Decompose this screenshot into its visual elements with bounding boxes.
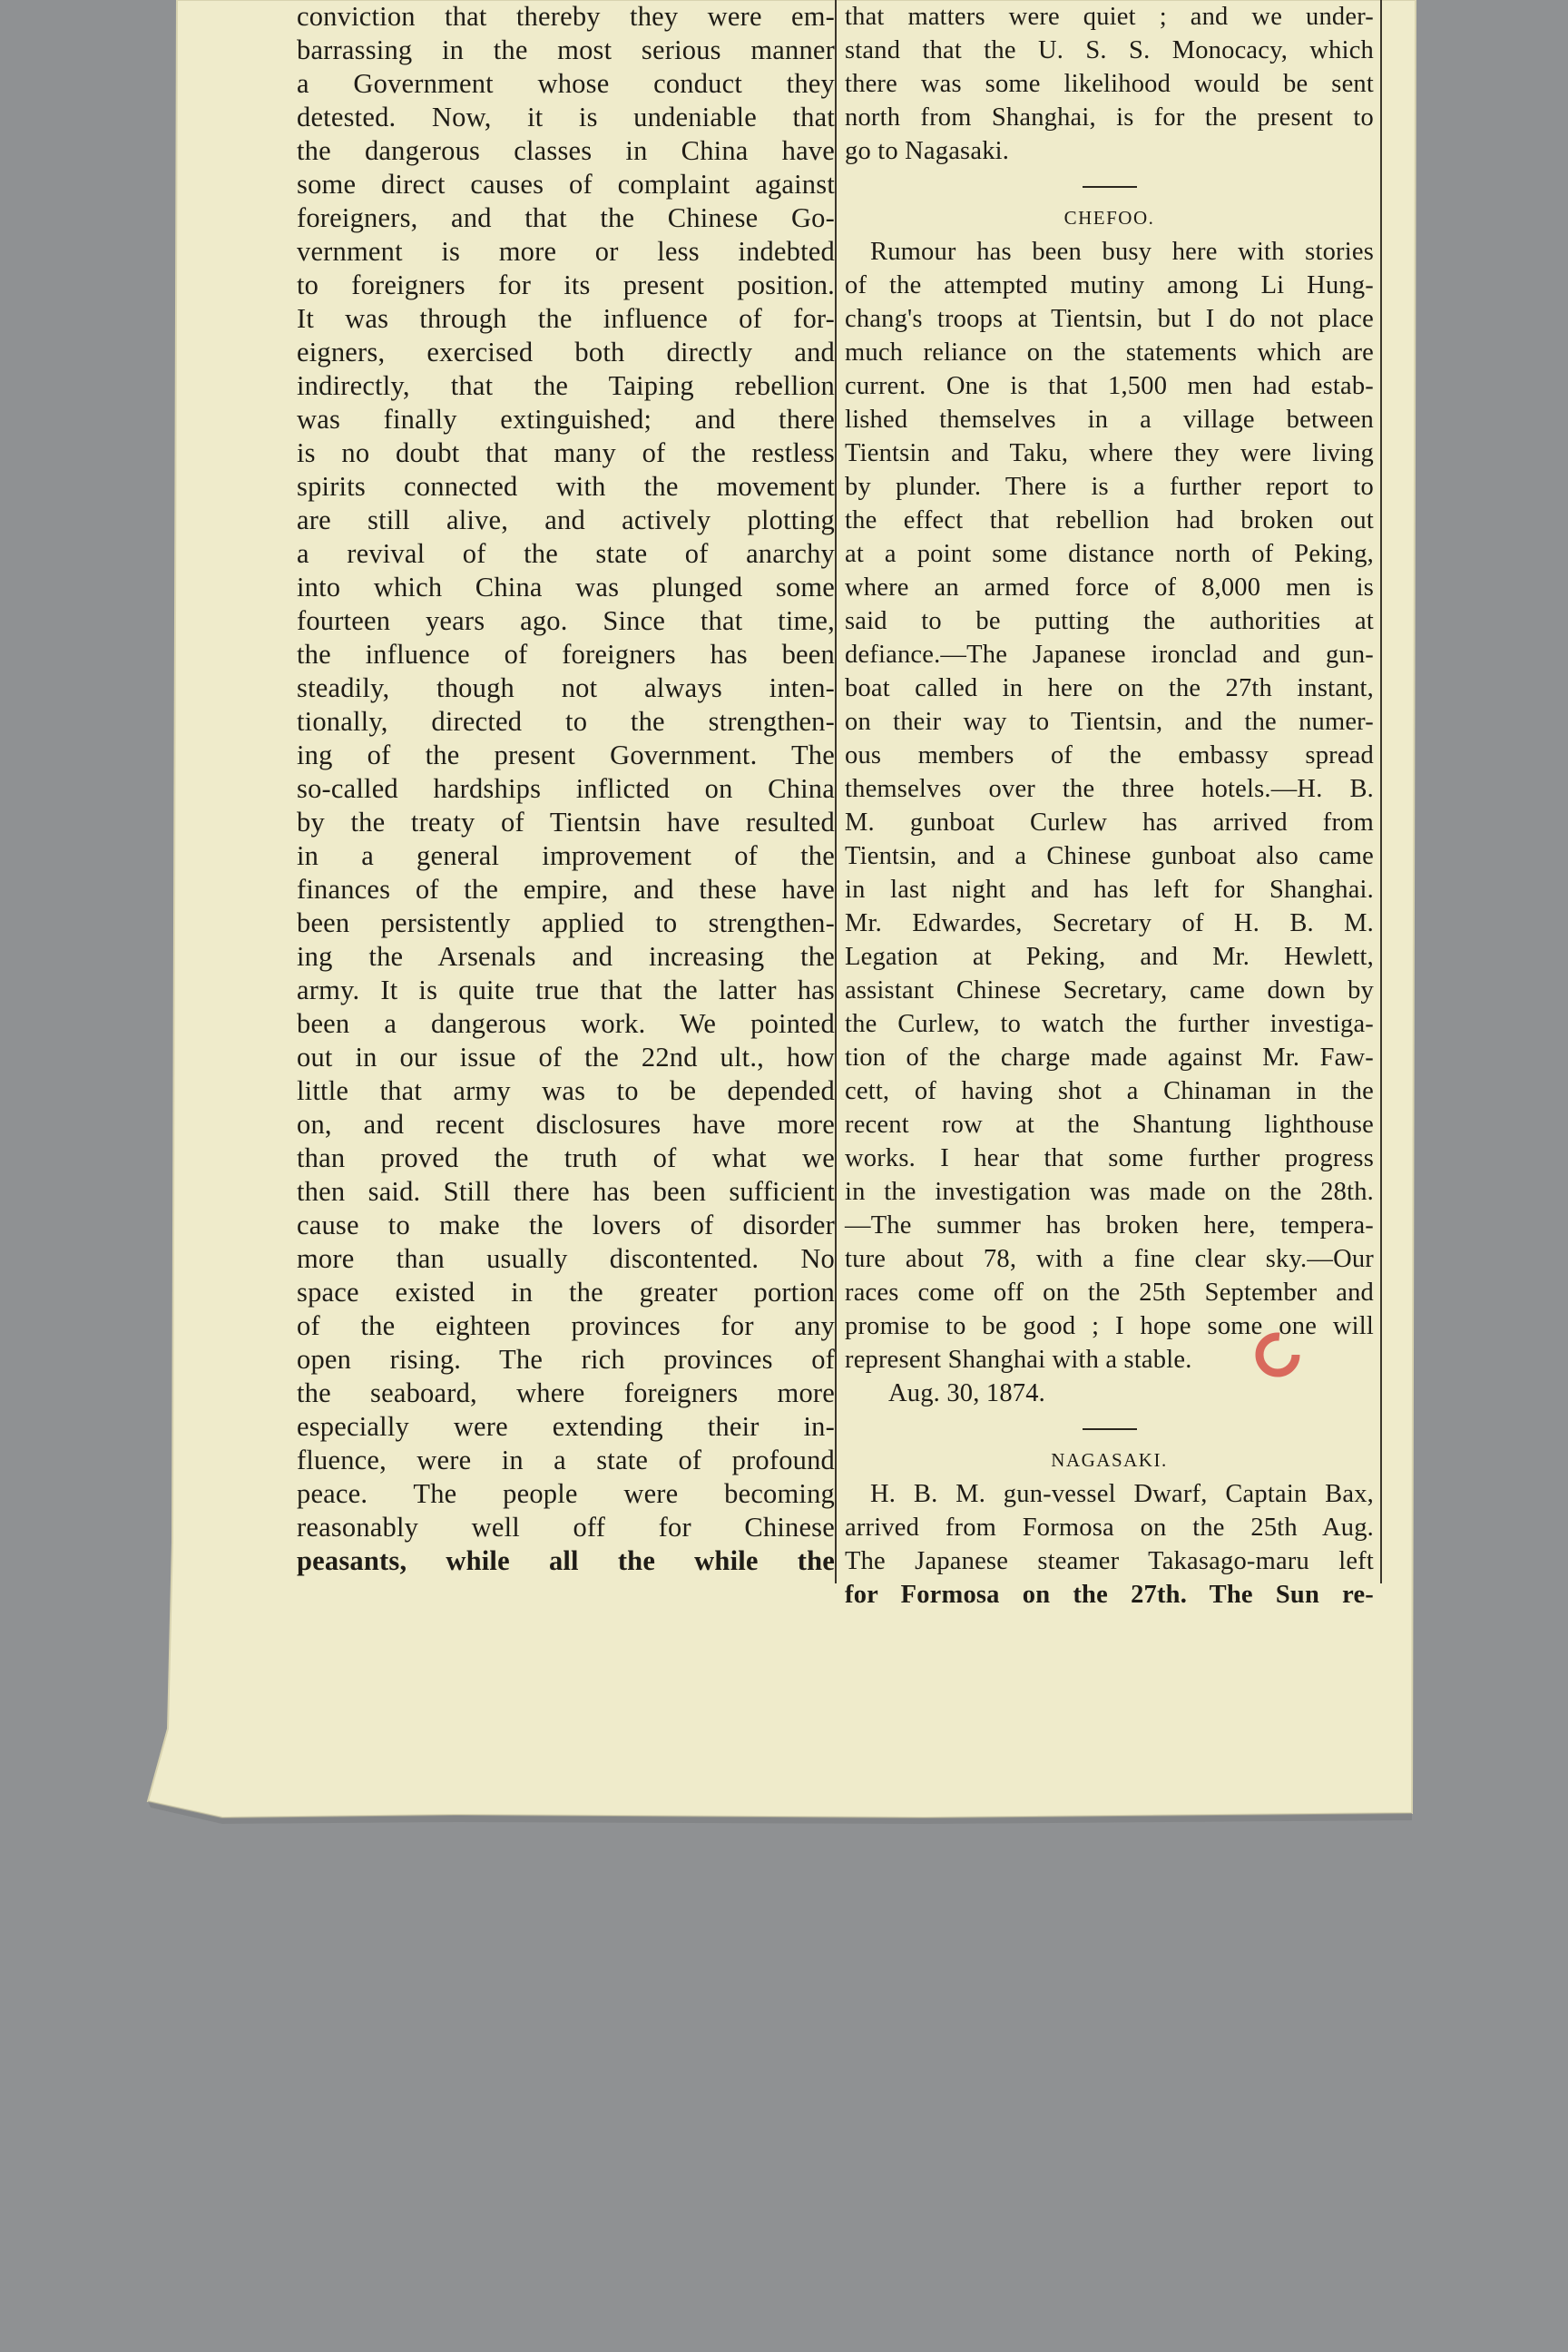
article-line: then said. Still there has been sufficient (297, 1176, 835, 1207)
chefoo-line: Rumour has been busy here with stories (870, 238, 1374, 266)
article-line: of the eighteen provinces for any (297, 1310, 835, 1341)
article-line: more than usually discontented. No (297, 1243, 835, 1274)
article-line: to foreigners for its present position. (297, 270, 835, 300)
article-line: been a dangerous work. We pointed (297, 1008, 835, 1039)
article-line: cause to make the lovers of disorder (297, 1210, 835, 1240)
chefoo-line: the effect that rebellion had broken out (845, 506, 1374, 534)
section-rule (845, 168, 1374, 201)
intro-paragraph (845, 0, 1374, 168)
chefoo-line: current. One is that 1,500 men had estab- (845, 372, 1374, 400)
chefoo-line: Legation at Peking, and Mr. Hewlett, (845, 943, 1374, 971)
article-line: a Government whose conduct they (297, 68, 835, 99)
article-line: spirits connected with the movement (297, 471, 835, 502)
article-line: peace. The people were becoming (297, 1478, 835, 1509)
article-line: steadily, though not always inten- (297, 672, 835, 703)
article-line: reasonably well off for Chinese (297, 1512, 835, 1543)
chefoo-line: cett, of having shot a Chinaman in the (845, 1077, 1374, 1105)
chefoo-line: the Curlew, to watch the further investiga- (845, 1010, 1374, 1038)
article-line: especially were extending their in- (297, 1411, 835, 1442)
article-line: ing of the present Government. The (297, 740, 835, 770)
chefoo-line: represent Shanghai with a stable. (845, 1346, 1192, 1374)
article-line: fluence, were in a state of profound (297, 1445, 835, 1475)
nagasaki-heading: NAGASAKI. (1051, 1449, 1168, 1471)
nagasaki-paragraph (845, 1477, 1374, 1612)
article-line: the influence of foreigners has been (297, 639, 835, 670)
article-line: by the treaty of Tientsin have resulted (297, 807, 835, 838)
article-line: indirectly, that the Taiping rebellion (297, 370, 835, 401)
chefoo-line: on their way to Tientsin, and the numer- (845, 708, 1374, 736)
chefoo-line: boat called in here on the 27th instant, (845, 674, 1374, 702)
chefoo-line: ous members of the embassy spread (845, 741, 1374, 769)
chefoo-line: themselves over the three hotels.—H. B. (845, 775, 1374, 803)
article-line: foreigners, and that the Chinese Go- (297, 202, 835, 233)
chefoo-line: by plunder. There is a further report to (845, 473, 1374, 501)
article-line: than proved the truth of what we (297, 1142, 835, 1173)
chefoo-line: recent row at the Shantung lighthouse (845, 1111, 1374, 1139)
article-line: the seaboard, where foreigners more (297, 1377, 835, 1408)
nagasaki-line: The Japanese steamer Takasago-maru left (845, 1547, 1374, 1575)
column-divider-rule (835, 0, 837, 1583)
chefoo-line: Tientsin and Taku, where they were living (845, 439, 1374, 467)
article-line: tionally, directed to the strengthen- (297, 706, 835, 737)
chefoo-line: promise to be good ; I hope some one will (845, 1312, 1374, 1340)
article-line: open rising. The rich provinces of (297, 1344, 835, 1375)
article-line: so-called hardships inflicted on China (297, 773, 835, 804)
right-edge-rule (1380, 0, 1382, 1583)
intro-line: that matters were quiet ; and we under- (845, 3, 1374, 31)
intro-line: there was some likelihood would be sent (845, 70, 1374, 98)
article-line: little that army was to be depended (297, 1075, 835, 1106)
article-line: in a general improvement of the (297, 840, 835, 871)
article-line: are still alive, and actively plotting (297, 505, 835, 535)
nagasaki-line: for Formosa on the 27th. The Sun re- (845, 1581, 1374, 1609)
chefoo-paragraph (845, 235, 1374, 1377)
section-rule (845, 1410, 1374, 1444)
chefoo-line: defiance.—The Japanese ironclad and gun- (845, 641, 1374, 669)
chefoo-line: races come off on the 25th September and (845, 1279, 1374, 1307)
article-line: conviction that thereby they were em- (297, 1, 835, 32)
article-line: fourteen years ago. Since that time, (297, 605, 835, 636)
chefoo-line: tion of the charge made against Mr. Faw- (845, 1044, 1374, 1072)
chefoo-line: Tientsin, and a Chinese gunboat also came (845, 842, 1374, 870)
article-line: ing the Arsenals and increasing the (297, 941, 835, 972)
chefoo-line: where an armed force of 8,000 men is (845, 573, 1374, 602)
article-line: some direct causes of complaint against (297, 169, 835, 200)
chefoo-line: in last night and has left for Shanghai. (845, 876, 1374, 904)
chefoo-line: in the investigation was made on the 28th. (845, 1178, 1374, 1206)
article-line: on, and recent disclosures have more (297, 1109, 835, 1140)
article-line: army. It is quite true that the latter has (297, 975, 835, 1005)
chefoo-line: of the attempted mutiny among Li Hung- (845, 271, 1374, 299)
article-line: been persistently applied to strengthen- (297, 907, 835, 938)
article-line: space existed in the greater portion (297, 1277, 835, 1308)
article-line: vernment is more or less indebted (297, 236, 835, 267)
chefoo-line: ture about 78, with a fine clear sky.—Our (845, 1245, 1374, 1273)
chefoo-line: at a point some distance north of Peking, (845, 540, 1374, 568)
red-ink-mark (1252, 1329, 1303, 1380)
article-line: is no doubt that many of the restless (297, 437, 835, 468)
intro-line: stand that the U. S. S. Monocacy, which (845, 36, 1374, 64)
article-line: barrassing in the most serious manner (297, 34, 835, 65)
chefoo-line: chang's troops at Tientsin, but I do not place (845, 305, 1374, 333)
nagasaki-line: arrived from Formosa on the 25th Aug. (845, 1514, 1374, 1542)
intro-line: go to Nagasaki. (845, 137, 1010, 165)
chefoo-line: lished themselves in a village between (845, 406, 1374, 434)
chefoo-line: Mr. Edwardes, Secretary of H. B. M. (845, 909, 1374, 937)
article-line: into which China was plunged some (297, 572, 835, 603)
article-line: the dangerous classes in China have (297, 135, 835, 166)
chefoo-line: M. gunboat Curlew has arrived from (845, 808, 1374, 837)
chefoo-heading: CHEFOO. (1063, 207, 1155, 229)
chefoo-line: much reliance on the statements which are (845, 338, 1374, 367)
chefoo-line: assistant Chinese Secretary, came down by (845, 976, 1374, 1004)
article-line: It was through the influence of for- (297, 303, 835, 334)
chefoo-dateline: Aug. 30, 1874. (888, 1379, 1046, 1407)
chefoo-line: said to be putting the authorities at (845, 607, 1374, 635)
article-line: out in our issue of the 22nd ult., how (297, 1042, 835, 1073)
article-line: peasants, while all the while the (297, 1545, 835, 1576)
chefoo-line: —The summer has broken here, tempera- (845, 1211, 1374, 1240)
left-column-article (297, 0, 835, 1578)
article-line: finances of the empire, and these have (297, 874, 835, 905)
article-line: was finally extinguished; and there (297, 404, 835, 435)
article-line: eigners, exercised both directly and (297, 337, 835, 368)
intro-line: north from Shanghai, is for the present to (845, 103, 1374, 132)
article-line: a revival of the state of anarchy (297, 538, 835, 569)
article-line: detested. Now, it is undeniable that (297, 102, 835, 132)
chefoo-line: works. I hear that some further progress (845, 1144, 1374, 1172)
nagasaki-line: H. B. M. gun-vessel Dwarf, Captain Bax, (870, 1480, 1374, 1508)
